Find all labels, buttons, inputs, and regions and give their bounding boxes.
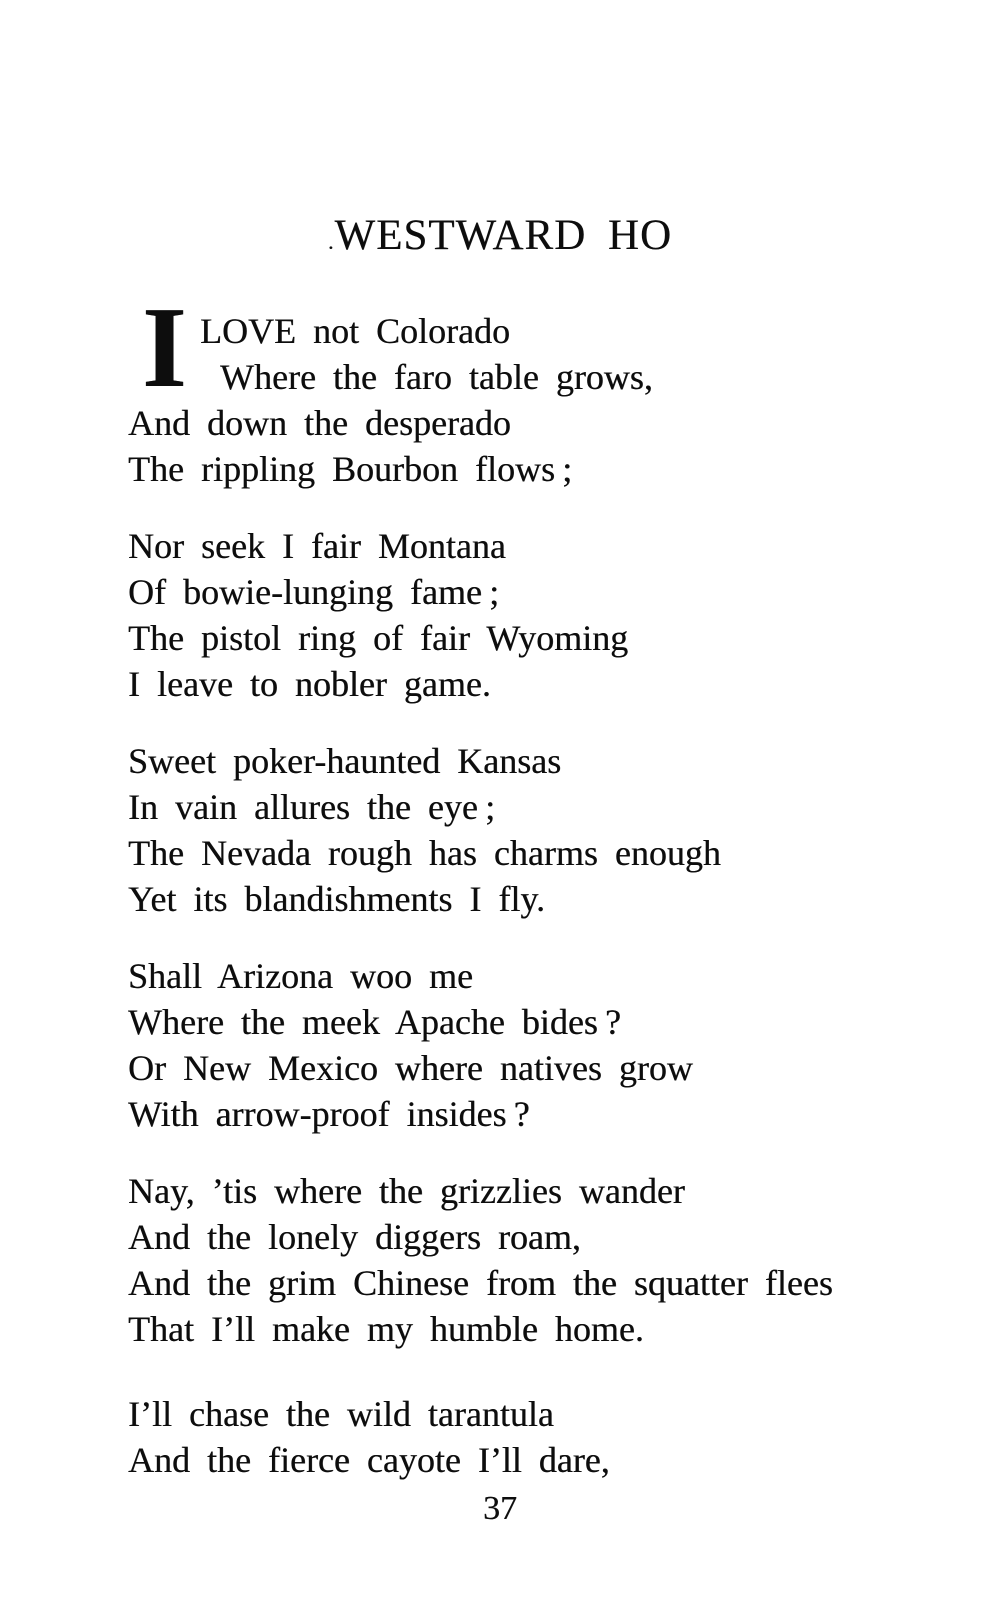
dropcap-lines bbox=[200, 308, 928, 400]
poem-line: And the grim Chinese from the squatter flees bbox=[128, 1263, 833, 1303]
poem-line: I’ll chase the wild tarantula bbox=[128, 1394, 554, 1434]
poem-line: Shall Arizona woo me bbox=[128, 956, 473, 996]
poem-line: Of bowie-lunging fame ; bbox=[128, 572, 500, 612]
poem-line: LOVE not Colorado bbox=[200, 311, 510, 351]
poem-title bbox=[0, 212, 1000, 266]
poem bbox=[128, 284, 928, 1483]
stanza bbox=[128, 523, 928, 707]
poem-line: The Nevada rough has charms enough bbox=[128, 833, 721, 873]
stanza bbox=[128, 953, 928, 1137]
stanza bbox=[128, 284, 928, 492]
poem-line: And the fierce cayote I’ll dare, bbox=[128, 1440, 610, 1480]
poem-line: Yet its blandishments I fly. bbox=[128, 879, 546, 919]
poem-line: Or New Mexico where natives grow bbox=[128, 1048, 693, 1088]
dropcap-row bbox=[128, 284, 928, 411]
page-number: 37 bbox=[483, 1490, 517, 1527]
drop-cap: I bbox=[142, 284, 187, 411]
stanza bbox=[128, 1168, 928, 1352]
poem-line: And the lonely diggers roam, bbox=[128, 1217, 581, 1257]
poem-line: With arrow-proof insides ? bbox=[128, 1094, 530, 1134]
stanza bbox=[128, 1391, 928, 1483]
poem-line: Nay, ’tis where the grizzlies wander bbox=[128, 1171, 685, 1211]
poem-line: Nor seek I fair Montana bbox=[128, 526, 506, 566]
stanza bbox=[128, 738, 928, 922]
poem-line: The pistol ring of fair Wyoming bbox=[128, 618, 629, 658]
poem-line: That I’ll make my humble home. bbox=[128, 1309, 644, 1349]
poem-line: The rippling Bourbon flows ; bbox=[128, 449, 573, 489]
poem-line: In vain allures the eye ; bbox=[128, 787, 496, 827]
poem-title-text: WESTWARD HO bbox=[334, 212, 672, 259]
poem-line: Where the meek Apache bides ? bbox=[128, 1002, 621, 1042]
poem-line: And down the desperado bbox=[128, 403, 511, 443]
poem-line: Sweet poker-haunted Kansas bbox=[128, 741, 562, 781]
poem-line: I leave to nobler game. bbox=[128, 664, 491, 704]
title-artifact-mark: . bbox=[328, 229, 334, 254]
poem-line: Where the faro table grows, bbox=[220, 357, 653, 397]
